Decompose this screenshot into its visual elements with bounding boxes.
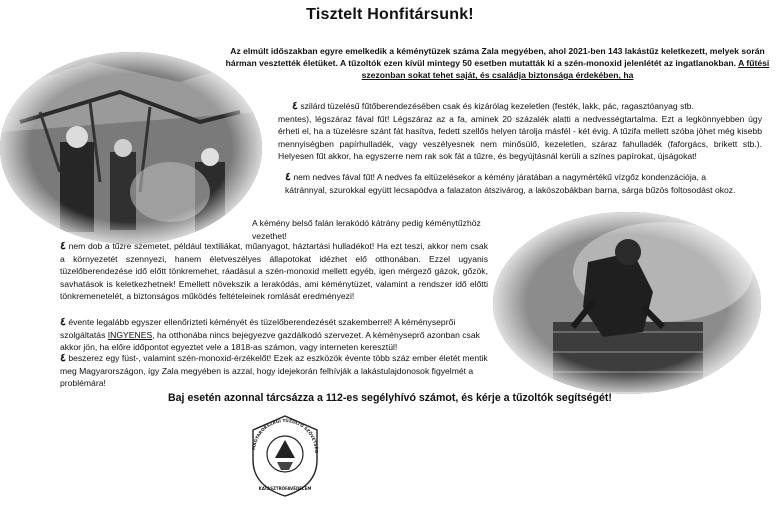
bullet-icon: ٤ bbox=[292, 99, 298, 112]
page-title: Tisztelt Honfitársunk! bbox=[306, 6, 474, 23]
intro-body: Az elmúlt időszakban egyre emelkedik a kéménytüzek száma Zala megyében, ahol 2021-ben 143 lakástűz keletkezett, melyek során hárman vesztették életüket. A tűzoltók ezen kívül mintegy 50 esetben mutatták ki a szén-monoxid jelenlétét az ingatlanokban. bbox=[225, 46, 765, 68]
emergency-call-text: Baj esetén azonnal tárcsázza a 112-es segélyhívó számot, és kérje a tűzoltók segítségét! bbox=[168, 392, 612, 404]
free-service-text: INGYENES bbox=[107, 329, 153, 340]
bullet-icon: ٤ bbox=[60, 239, 66, 252]
paragraph-no-waste: ٤ nem dob a tűzre szemetet, például textiliákat, műanyagot, háztartási hulladékot! Ha ezt teszi, akkor nem csak a környezetét szennyezi, hanem életveszélyes állapotokat idézhet elő otthonában. Ezzel ugyanis tüzelőberendezése idő előtt tönkremehet, ráadásul a szén-monoxid mellett egyéb, igen mérgező gázok, gőzök, savhatások is keletkezhetnek! Emellett növekszik a lerakódás, ami kéménytüzet, valamint a rendszer idő előtti tönkremenetelét, a biztonságos működés feltételeinek romlását eredményezi! bbox=[60, 239, 489, 301]
firefighters-photo bbox=[0, 52, 262, 244]
paragraph-tar: A kémény belső falán lerakódó kátrány pedig kéménytűzhöz vezethet! bbox=[252, 218, 481, 241]
chimney-worker-photo bbox=[493, 212, 761, 394]
intro-text bbox=[225, 45, 770, 81]
emblem-ring-text: MAGYARORSZÁGI TŰZOLTÓ SZÖVETSÉG bbox=[251, 417, 320, 454]
paragraph-wet-wood: ٤ nem nedves fával fűt! A nedves fa eltüzelésekor a kémény járatában a nagymértékű vízgőz kondenzációja, a kátránnyal, szurokkal együtt lecsapódva a falazaton átszivárog, a lakószobákban barna, sárga bűzös foltosodást okoz. bbox=[285, 170, 736, 195]
fire-department-emblem bbox=[245, 410, 325, 500]
bullet-icon: ٤ bbox=[60, 351, 66, 364]
paragraph-chimney-sweep: ٤ évente legalább egyszer ellenőrizteti kéményét és tüzelőberendezését szakemberrel! A kéményseprői szolgáltatás INGYENES, ha otthonába nincs bejegyezve gazdálkodó szervezet. A kéményseprő azonban csak akkor jön, ha előre időpontot egyeztet vele a 1818-as számon, vagy interneten keresztül! bbox=[60, 315, 480, 352]
bullet-icon: ٤ bbox=[60, 315, 66, 328]
paragraph-detector: ٤ beszerez egy füst-, valamint szén-monoxid-érzékelőt! Ezek az eszközök évente több száz ember életét mentik meg Magyarországon, így Zala megyében is azzal, hogy idejekorán felhívják a lakástulajdonosok figyelmét a problémára! bbox=[60, 351, 488, 388]
emblem-bottom-text: KATASZTRÓFAVÉDELEM bbox=[258, 486, 312, 491]
bullet-icon: ٤ bbox=[285, 170, 291, 183]
intro-underlined: A fűtési szezonban sokat tehet saját, és családja biztonsága érdekében, ha bbox=[361, 58, 770, 80]
paragraph-dry-wood: ٤ szilárd tüzelésű fűtőberendezésében csak és kizárólag kezeletlen (festék, lakk, pác, ragasztóanyag stb. mentes), légszáraz fával fűt! Légszáraz az a fa, aminek 20 százalék alatti a nedvességtartalma. Ezt a legkönnyebben úgy érheti el, ha a tüzelésre szánt fát hasítva, fedett szellős helyen tárolja másfél - két évig. A tűzifa mellett szóba jöhet még kisebb mennyiségben papírhulladék, vagy veszélyesnek nem minősülő, kezeletlen, száraz fahulladék (faforgács, brikett stb.). Helyesen fűt akkor, ha egyszerre nem rak sok fát a tűzre, és begyújtásnál kerüli a színes papírokat, újságokat! bbox=[278, 99, 762, 161]
